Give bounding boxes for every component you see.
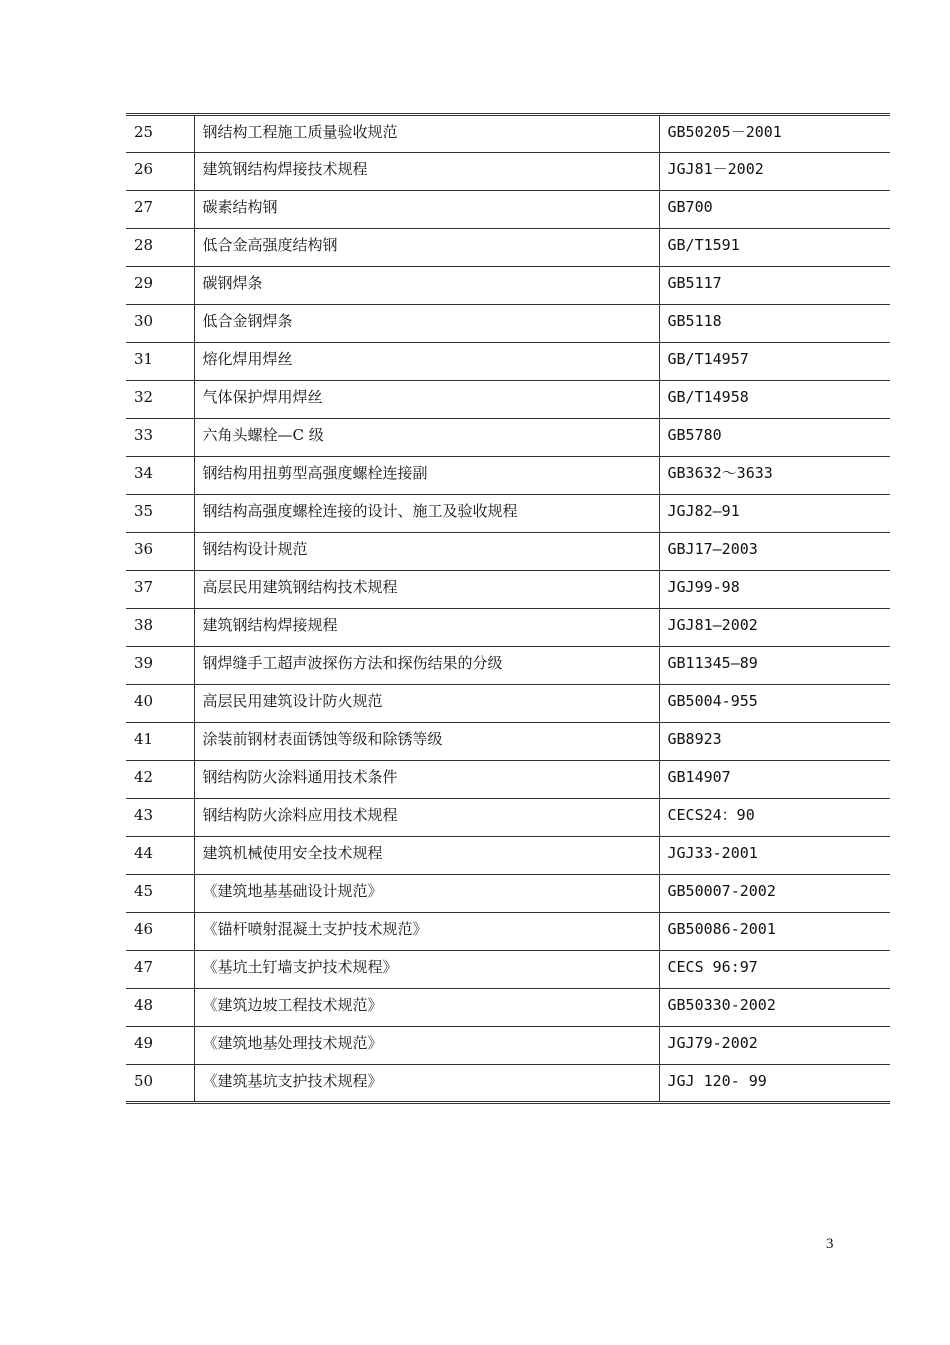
table-row — [126, 1065, 890, 1103]
standard-code-cell: CECS24：90 — [659, 799, 890, 837]
standard-name-cell: 六角头螺栓—C 级 — [194, 419, 659, 457]
standard-code-cell: GB50007-2002 — [659, 875, 890, 913]
standard-name-cell: 熔化焊用焊丝 — [194, 343, 659, 381]
standards-table — [126, 113, 890, 1104]
page-number: 3 — [826, 1236, 834, 1252]
row-number-cell: 42 — [126, 761, 194, 799]
standard-code-cell: JGJ 120- 99 — [667, 1072, 767, 1090]
standard-code-cell: GB/T14957 — [659, 343, 890, 381]
row-number-cell: 29 — [126, 267, 194, 305]
row-number-cell: 43 — [126, 799, 194, 837]
standard-name-cell: 低合金钢焊条 — [194, 305, 659, 343]
standard-code-cell: JGJ82—91 — [659, 495, 890, 533]
standard-name-cell: 涂装前钢材表面锈蚀等级和除锈等级 — [194, 723, 659, 761]
row-number-cell: 30 — [126, 305, 194, 343]
standard-code-cell: GB3632～3633 — [659, 457, 890, 495]
standard-code-cell: GB8923 — [659, 723, 890, 761]
row-number-cell: 50 — [126, 1065, 194, 1103]
table-row — [126, 875, 890, 913]
standard-code-cell: GB/T14958 — [659, 381, 890, 419]
row-number-cell: 27 — [126, 191, 194, 229]
row-number-cell: 44 — [126, 837, 194, 875]
row-number-cell: 32 — [126, 381, 194, 419]
table-row — [126, 495, 890, 533]
table-row — [126, 571, 890, 609]
standard-code-cell: GB50205－2001 — [659, 115, 890, 153]
standard-code-cell: JGJ81－2002 — [659, 153, 890, 191]
standard-name-cell: 建筑钢结构焊接规程 — [194, 609, 659, 647]
row-number-cell: 33 — [126, 419, 194, 457]
table-row — [126, 951, 890, 989]
standard-name-cell: 建筑钢结构焊接技术规程 — [194, 153, 659, 191]
row-number-cell: 34 — [126, 457, 194, 495]
table-row — [126, 989, 890, 1027]
table-row — [126, 837, 890, 875]
standard-code-cell: CECS 96:97 — [659, 951, 890, 989]
standard-name-cell: 气体保护焊用焊丝 — [194, 381, 659, 419]
standard-name-cell: 建筑机械使用安全技术规程 — [194, 837, 659, 875]
table-row — [126, 381, 890, 419]
row-number-cell: 38 — [126, 609, 194, 647]
row-number-cell: 31 — [126, 343, 194, 381]
standard-code-cell: JGJ81—2002 — [659, 609, 890, 647]
standard-code-cell: GB5118 — [659, 305, 890, 343]
standards-table-body — [126, 115, 890, 1103]
row-number-cell: 47 — [126, 951, 194, 989]
standard-name-cell: 钢结构防火涂料通用技术条件 — [194, 761, 659, 799]
table-row — [126, 533, 890, 571]
row-number-cell: 49 — [126, 1027, 194, 1065]
row-number-cell: 39 — [126, 647, 194, 685]
row-number-cell: 37 — [126, 571, 194, 609]
standard-name-cell: 钢结构防火涂料应用技术规程 — [194, 799, 659, 837]
table-row — [126, 343, 890, 381]
standard-name-cell: 钢结构用扭剪型高强度螺栓连接副 — [194, 457, 659, 495]
standard-name-cell: 钢结构工程施工质量验收规范 — [194, 115, 659, 153]
standard-name-cell: 碳素结构钢 — [194, 191, 659, 229]
table-row — [126, 1027, 890, 1065]
standard-code-cell: GB/T1591 — [659, 229, 890, 267]
standard-name-cell: 低合金高强度结构钢 — [194, 229, 659, 267]
table-row — [126, 685, 890, 723]
standard-code-cell: GB5004-955 — [659, 685, 890, 723]
table-row — [126, 229, 890, 267]
standard-name-cell: 碳钢焊条 — [194, 267, 659, 305]
table-row — [126, 191, 890, 229]
standard-code-cell: GB50330-2002 — [659, 989, 890, 1027]
standard-code-cell: GB700 — [659, 191, 890, 229]
row-number-cell: 25 — [126, 115, 194, 153]
standard-code-cell: JGJ79-2002 — [659, 1027, 890, 1065]
standard-name-cell: 《建筑边坡工程技术规范》 — [194, 989, 659, 1027]
row-number-cell: 40 — [126, 685, 194, 723]
standard-code-cell: GB5780 — [659, 419, 890, 457]
table-row — [126, 419, 890, 457]
table-row — [126, 305, 890, 343]
table-row — [126, 799, 890, 837]
table-row — [126, 761, 890, 799]
table-row — [126, 457, 890, 495]
standard-name-cell: 钢结构高强度螺栓连接的设计、施工及验收规程 — [194, 495, 659, 533]
standard-name-cell: 钢焊缝手工超声波探伤方法和探伤结果的分级 — [194, 647, 659, 685]
row-number-cell: 36 — [126, 533, 194, 571]
row-number-cell: 41 — [126, 723, 194, 761]
standard-name-cell: 《建筑基坑支护技术规程》 — [194, 1065, 659, 1103]
row-number-cell: 28 — [126, 229, 194, 267]
table-row — [126, 723, 890, 761]
table-row — [126, 913, 890, 951]
standard-code-cell: GB50086-2001 — [659, 913, 890, 951]
row-number-cell: 46 — [126, 913, 194, 951]
standard-name-cell: 钢结构设计规范 — [194, 533, 659, 571]
row-number-cell: 35 — [126, 495, 194, 533]
standard-code-cell: JGJ99-98 — [659, 571, 890, 609]
standard-name-cell: 高层民用建筑钢结构技术规程 — [194, 571, 659, 609]
table-row — [126, 647, 890, 685]
standard-name-cell: 《基坑土钉墙支护技术规程》 — [194, 951, 659, 989]
standard-code-cell: GBJ17—2003 — [659, 533, 890, 571]
standard-code-cell: JGJ33-2001 — [659, 837, 890, 875]
table-row — [126, 267, 890, 305]
standard-name-cell: 《建筑地基处理技术规范》 — [194, 1027, 659, 1065]
row-number-cell: 26 — [126, 153, 194, 191]
row-number-cell: 48 — [126, 989, 194, 1027]
standard-name-cell: 高层民用建筑设计防火规范 — [194, 685, 659, 723]
standard-code-cell: GB14907 — [659, 761, 890, 799]
row-number-cell: 45 — [126, 875, 194, 913]
table-row — [126, 115, 890, 153]
standard-name-cell: 《锚杆喷射混凝土支护技术规范》 — [194, 913, 659, 951]
standard-code-cell: GB11345—89 — [659, 647, 890, 685]
standard-code-cell: GB5117 — [659, 267, 890, 305]
table-row — [126, 609, 890, 647]
standard-name-cell: 《建筑地基基础设计规范》 — [194, 875, 659, 913]
table-row — [126, 153, 890, 191]
